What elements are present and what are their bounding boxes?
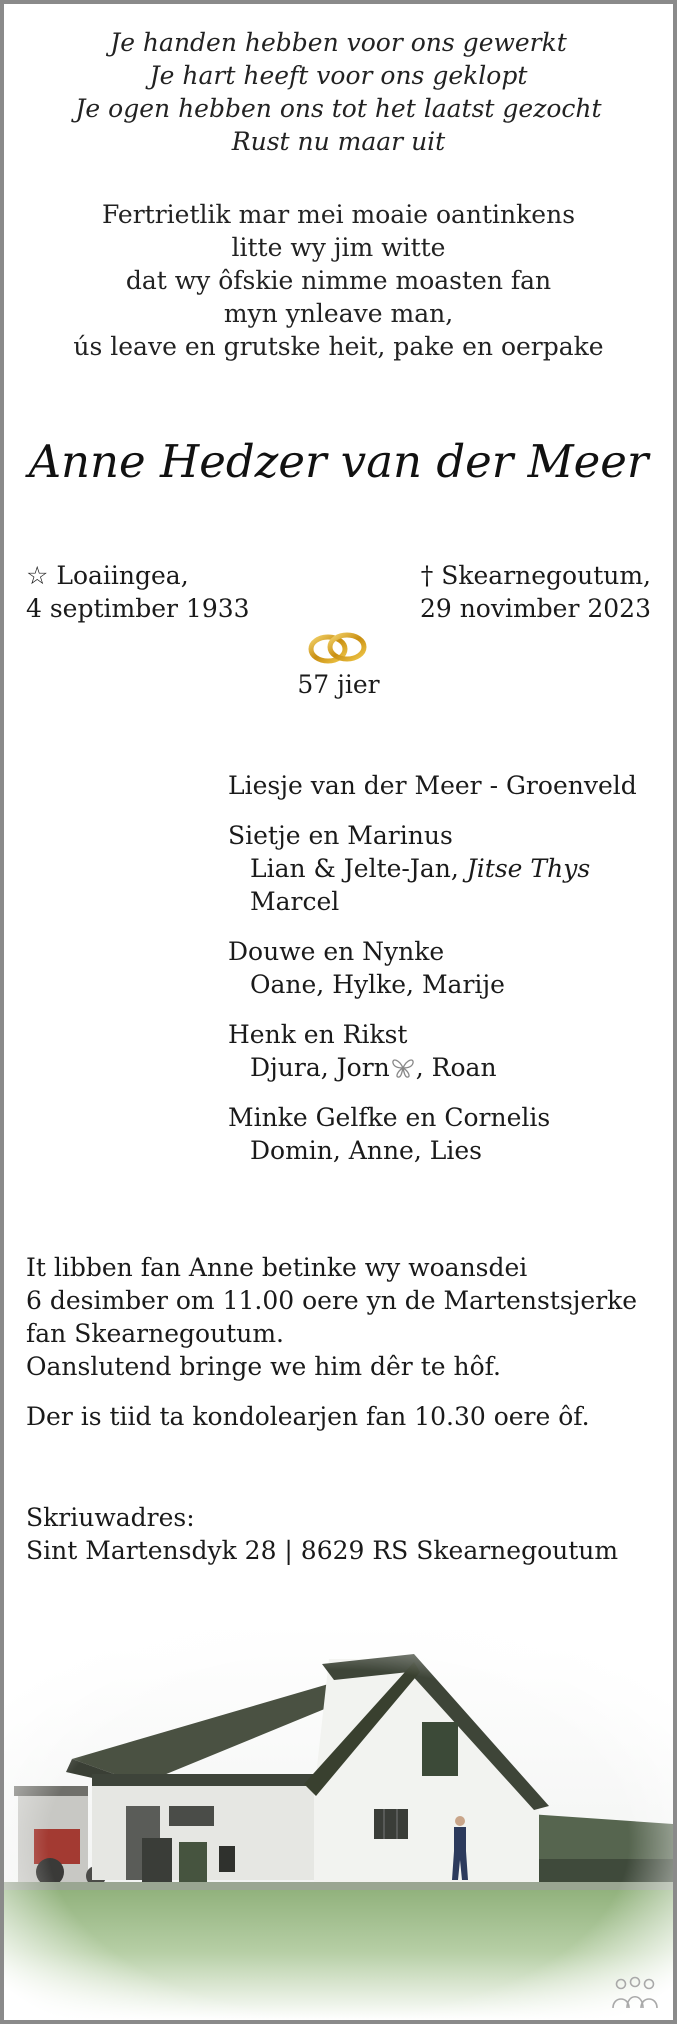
birth-place: ☆ Loaiingea,: [26, 561, 189, 590]
parents-names: Henk en Rikst: [228, 1020, 408, 1049]
grandchildren-line: [228, 852, 637, 885]
condolence-info: Der is tiid ta kondolearjen fan 10.30 oere ôf.: [26, 1402, 590, 1431]
people-logo-icon: [607, 1976, 663, 2010]
wedding-rings-icon: [303, 628, 373, 668]
intro-line: dat wy ôfskie nimme moasten fan: [125, 266, 552, 295]
deceased-name: Anne Hedzer van der Meer: [28, 435, 649, 488]
marriage-years: 57 jier: [297, 670, 380, 699]
family-group: [228, 1018, 637, 1084]
funeral-line: 6 desimber om 11.00 oere yn de Martenstsjerke: [26, 1286, 638, 1315]
correspondence-address: [26, 1501, 618, 1567]
great-grandchild-name: Jitse Thys: [466, 854, 591, 883]
grandchildren-names: Oane, Hylke, Marije: [250, 970, 505, 999]
intro-line: litte wy jim witte: [231, 233, 446, 262]
address-label: Skriuwadres:: [26, 1503, 195, 1532]
grandchildren-names: Djura, Jorn: [250, 1053, 390, 1082]
grandchildren-line: [228, 1051, 637, 1084]
poem: [4, 26, 673, 158]
birth-date: 4 septimber 1933: [26, 594, 250, 623]
death-place: † Skearnegoutum,: [420, 561, 651, 590]
grandchildren-names: , Roan: [415, 1053, 497, 1082]
family-group: [228, 935, 637, 1001]
butterfly-icon: [390, 1057, 416, 1079]
funeral-line: Oanslutend bringe we him dêr te hôf.: [26, 1352, 501, 1381]
spouse-name: Liesje van der Meer - Groenveld: [228, 771, 637, 800]
death-info: [420, 559, 651, 625]
family-group: [228, 769, 637, 802]
death-date: 29 novimber 2023: [419, 594, 651, 623]
family-list: [228, 769, 637, 1184]
funeral-line: It libben fan Anne betinke wy woansdei: [26, 1253, 528, 1282]
intro-line: myn ynleave man,: [223, 299, 454, 328]
parents-names: Minke Gelfke en Cornelis: [228, 1103, 551, 1132]
farmhouse-photo: [4, 1624, 673, 2020]
poem-line: Je hart heeft voor ons geklopt: [149, 61, 528, 90]
family-group: [228, 1101, 637, 1167]
grandchildren-names: Lian & Jelte-Jan,: [250, 854, 467, 883]
intro-line: ús leave en grutske heit, pake en oerpake: [73, 332, 604, 361]
birth-info: [26, 559, 250, 625]
poem-line: Je handen hebben voor ons gewerkt: [110, 28, 567, 57]
parents-names: Douwe en Nynke: [228, 937, 445, 966]
funeral-info: [26, 1251, 637, 1433]
grandchildren-names: Domin, Anne, Lies: [250, 1136, 482, 1165]
poem-line: Je ogen hebben ons tot het laatst gezocht: [75, 94, 602, 123]
family-group: [228, 819, 637, 918]
funeral-line: fan Skearnegoutum.: [26, 1319, 284, 1348]
intro-line: Fertrietlik mar mei moaie oantinkens: [101, 200, 576, 229]
grandchildren-names: Marcel: [250, 887, 340, 916]
announcement-intro: [4, 198, 673, 363]
poem-line: Rust nu maar uit: [231, 127, 446, 156]
address-line: Sint Martensdyk 28 | 8629 RS Skearnegoutum: [26, 1536, 619, 1565]
parents-names: Sietje en Marinus: [228, 821, 453, 850]
